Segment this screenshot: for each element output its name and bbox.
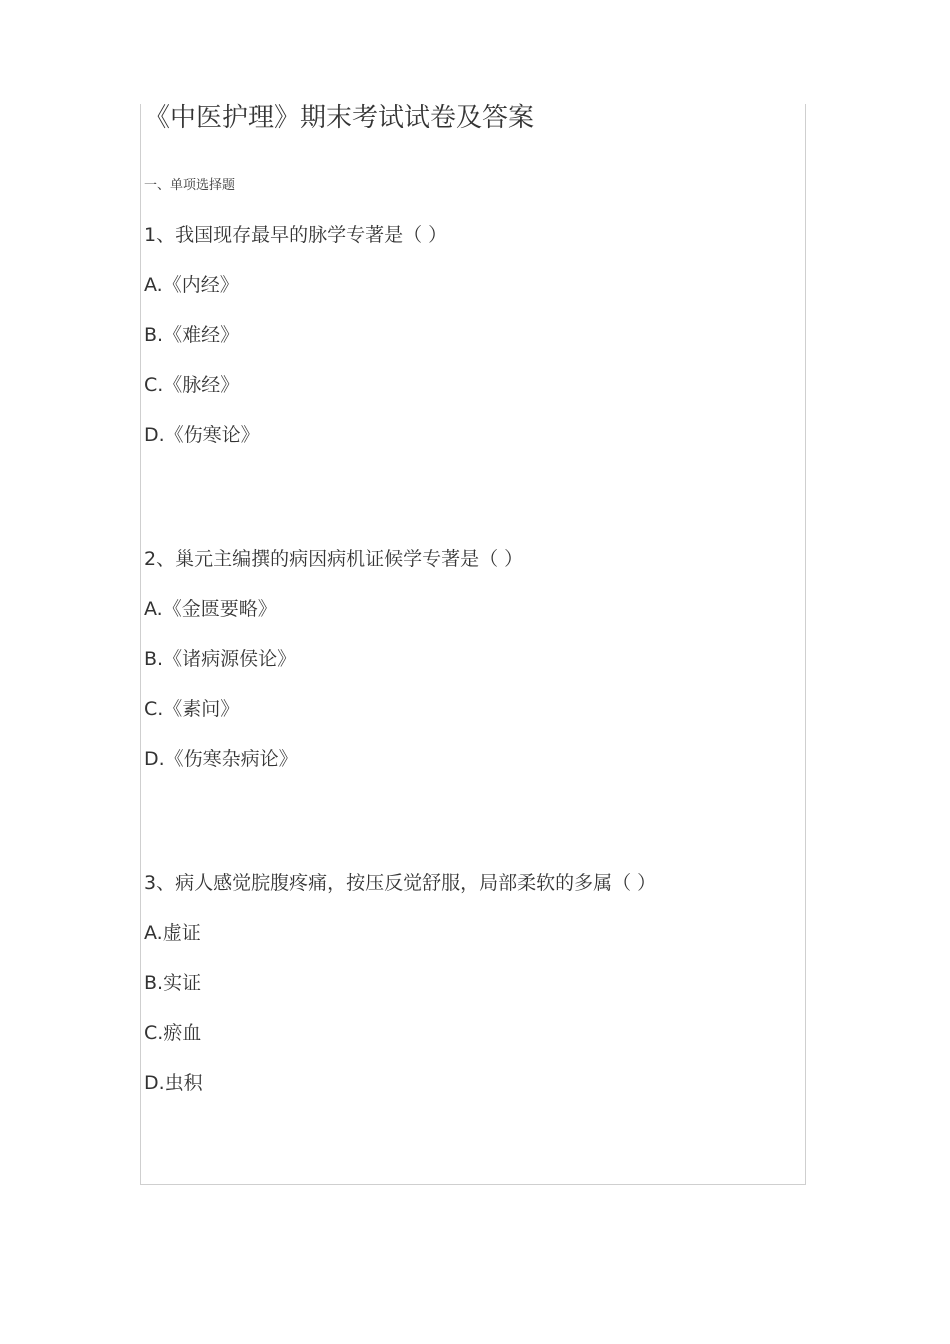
option-c: C.瘀血 — [144, 1022, 202, 1044]
question-stem: 3、病人感觉脘腹疼痛，按压反觉舒服，局部柔软的多属（ ） — [144, 872, 657, 894]
question-stem: 2、巢元主编撰的病因病机证候学专著是（ ） — [144, 548, 524, 570]
option-c: C.《脉经》 — [144, 374, 240, 396]
option-a: A.《金匮要略》 — [144, 598, 277, 620]
question-2 — [144, 544, 523, 774]
option-b: B.《诸病源侯论》 — [144, 648, 297, 670]
option-d: D.《伤寒论》 — [144, 424, 260, 446]
question-3 — [144, 868, 656, 1098]
question-stem: 1、我国现存最早的脉学专著是（ ） — [144, 224, 448, 246]
option-d: D.虫积 — [144, 1072, 203, 1094]
option-b: B.实证 — [144, 972, 202, 994]
document-title: 《中医护理》期末考试试卷及答案 — [144, 103, 535, 133]
option-a: A.《内经》 — [144, 274, 239, 296]
option-b: B.《难经》 — [144, 324, 240, 346]
question-1 — [144, 220, 447, 450]
section-heading: 一、单项选择题 — [144, 178, 236, 193]
option-d: D.《伤寒杂病论》 — [144, 748, 298, 770]
option-a: A.虚证 — [144, 922, 201, 944]
option-c: C.《素问》 — [144, 698, 240, 720]
